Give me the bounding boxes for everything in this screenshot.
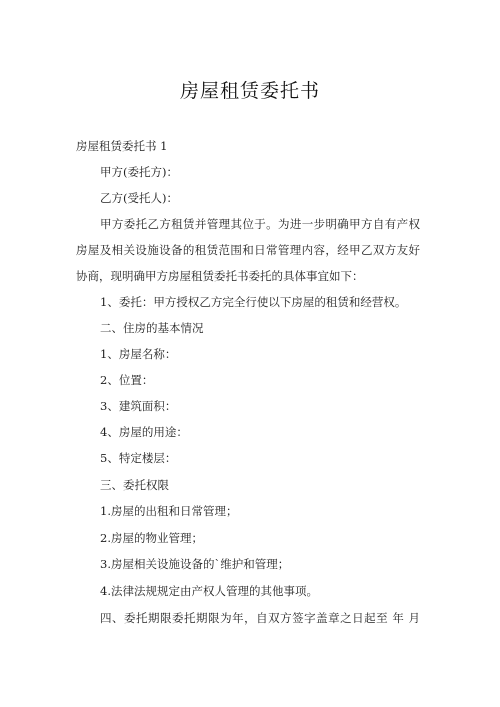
house-name-item: 1、房屋名称： <box>100 347 177 361</box>
authority-item-3: 3.房屋相关设施设备的`维护和管理； <box>100 557 290 571</box>
section-heading-2: 二、住房的基本情况 <box>100 321 204 335</box>
intro-paragraph-line-2: 房屋及相关设施设备的租赁范围和日常管理内容，经甲乙双方友好 <box>76 243 420 257</box>
clause-entrust: 1、委托：甲方授权乙方完全行使以下房屋的租赁和经营权。 <box>100 295 407 309</box>
party-a-line: 甲方(委托方)： <box>100 165 178 179</box>
document-subtitle: 房屋租赁委托书 1 <box>76 139 168 153</box>
section-heading-3: 三、委托权限 <box>100 478 169 492</box>
intro-paragraph-line-1: 甲方委托乙方租赁并管理其位于。为进一步明确甲方自有产权 <box>100 217 420 231</box>
intro-paragraph-line-3: 协商，现明确甲方房屋租赁委托书委托的具体事宜如下： <box>76 269 364 283</box>
house-floor-item: 5、特定楼层： <box>100 451 177 465</box>
document-title: 房屋租赁委托书 <box>179 80 320 102</box>
authority-item-1: 1.房屋的出租和日常管理； <box>100 504 238 518</box>
party-b-line: 乙方(受托人)： <box>100 191 178 205</box>
section-heading-4: 四、委托期限委托期限为年，自双方签字盖章之日起至 年 月 <box>100 611 420 625</box>
house-location-item: 2、位置： <box>100 373 154 387</box>
house-usage-item: 4、房屋的用途： <box>100 425 188 439</box>
house-area-item: 3、建筑面积： <box>100 399 177 413</box>
authority-item-2: 2.房屋的物业管理； <box>100 531 203 545</box>
authority-item-4: 4.法律法规规定由产权人管理的其他事项。 <box>100 584 318 598</box>
